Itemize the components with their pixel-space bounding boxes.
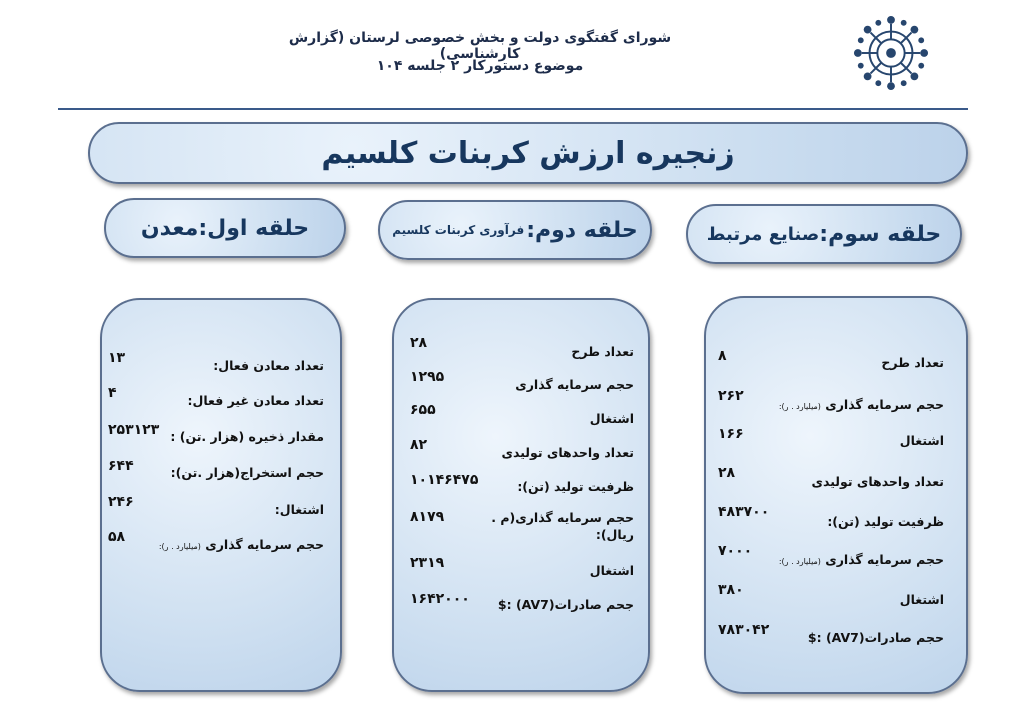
c1-active-mines-value: ۱۳ (108, 350, 126, 366)
c1-investment-value: ۵۸ (108, 529, 126, 545)
c3-employment-value: ۱۶۶ (718, 426, 744, 442)
c2-units-label: تعداد واحدهای تولیدی (501, 445, 634, 460)
report-header-line1: شورای گفتگوی دولت و بخش خصوصی لرستان (گزارش کارشناسی) (288, 30, 672, 62)
c1-investment-label: حجم سرمایه گذاری (میلیارد . ر): (158, 537, 324, 552)
c3-capacity-value: ۴۸۳۷۰۰ (718, 504, 770, 520)
council-logo-icon (852, 14, 930, 92)
c2-employment-label: اشتغال (589, 411, 634, 426)
c3-export-label: حجم صادرات(AV7) :$ (807, 630, 944, 645)
c2-investment2-label-b: ریال): (595, 527, 634, 542)
c3-projects-value: ۸ (718, 348, 727, 364)
c1-active-mines-label: تعداد معادن فعال: (213, 358, 324, 373)
c2-export-value: ۱۶۴۲۰۰۰ (410, 591, 470, 607)
c3-investment2-label: حجم سرمایه گذاری (میلیارد . ر): (778, 552, 944, 567)
c1-employment-label: اشتغال: (274, 502, 324, 517)
ring-first-subtitle: معدن (140, 215, 199, 241)
c3-investment2-value: ۷۰۰۰ (718, 543, 753, 559)
c3-employment2-value: ۳۸۰ (718, 582, 744, 598)
report-header-line2: موضوع دستورکار ۲ جلسه ۱۰۴ (376, 58, 584, 74)
c1-inactive-mines-label: تعداد معادن غیر فعال: (187, 393, 324, 408)
c3-units-value: ۲۸ (718, 465, 736, 481)
c1-employment-value: ۲۴۶ (108, 494, 134, 510)
c2-capacity-label: ظرفیت تولید (تن): (517, 479, 634, 494)
c2-projects-label: تعداد طرح (571, 344, 634, 359)
title-banner (88, 122, 968, 184)
c3-employment2-label: اشتغال (899, 592, 944, 607)
c3-employment-label: اشتغال (899, 433, 944, 448)
c1-extraction-label: حجم استخراج(هزار .تن): (170, 465, 324, 480)
c2-investment-label: حجم سرمایه گذاری (515, 377, 634, 392)
c1-reserve-value: ۲۵۳۱۲۳ (108, 422, 160, 438)
c1-reserve-label: مقدار ذخیره (هزار .تن) : (170, 429, 324, 444)
ring-first-label: حلقه اول: (198, 215, 310, 241)
c2-capacity-value: ۱۰۱۴۶۴۷۵ (410, 472, 479, 488)
c2-investment2-value: ۸۱۷۹ (410, 509, 445, 525)
ring-third-heading (686, 204, 962, 264)
c3-capacity-label: ظرفیت تولید (تن): (827, 514, 944, 529)
c3-projects-label: تعداد طرح (881, 355, 944, 370)
c2-projects-value: ۲۸ (410, 335, 428, 351)
c2-export-label: جحم صادرات(AV7) :$ (497, 597, 634, 612)
c2-employment-value: ۶۵۵ (410, 402, 436, 418)
ring-second-subtitle: فرآوری کربنات کلسیم (392, 223, 525, 237)
c2-units-value: ۸۲ (410, 437, 428, 453)
c2-employment2-label: اشتغال (589, 563, 634, 578)
ring-third-label: حلقه سوم: (819, 221, 942, 247)
c3-units-label: تعداد واحدهای تولیدی (811, 474, 944, 489)
c2-investment2-label-a: حجم سرمایه گذاری(م . (491, 510, 634, 525)
c3-investment-value: ۲۶۲ (718, 388, 744, 404)
ring-second-heading (378, 200, 652, 260)
page-title: زنجیره ارزش کربنات کلسیم (321, 135, 735, 171)
c1-extraction-value: ۶۴۴ (108, 458, 134, 474)
header-divider (58, 108, 968, 110)
c3-investment-label: حجم سرمایه گذاری (میلیارد . ر): (778, 397, 944, 412)
c2-employment2-value: ۲۳۱۹ (410, 555, 445, 571)
ring-first-heading (104, 198, 346, 258)
ring-second-label: حلقه دوم: (526, 217, 638, 243)
c2-investment-value: ۱۲۹۵ (410, 369, 445, 385)
ring-third-subtitle: صنایع مرتبط (706, 223, 820, 245)
c1-inactive-mines-value: ۴ (108, 385, 117, 401)
c3-export-value: ۷۸۳۰۴۲ (718, 622, 770, 638)
